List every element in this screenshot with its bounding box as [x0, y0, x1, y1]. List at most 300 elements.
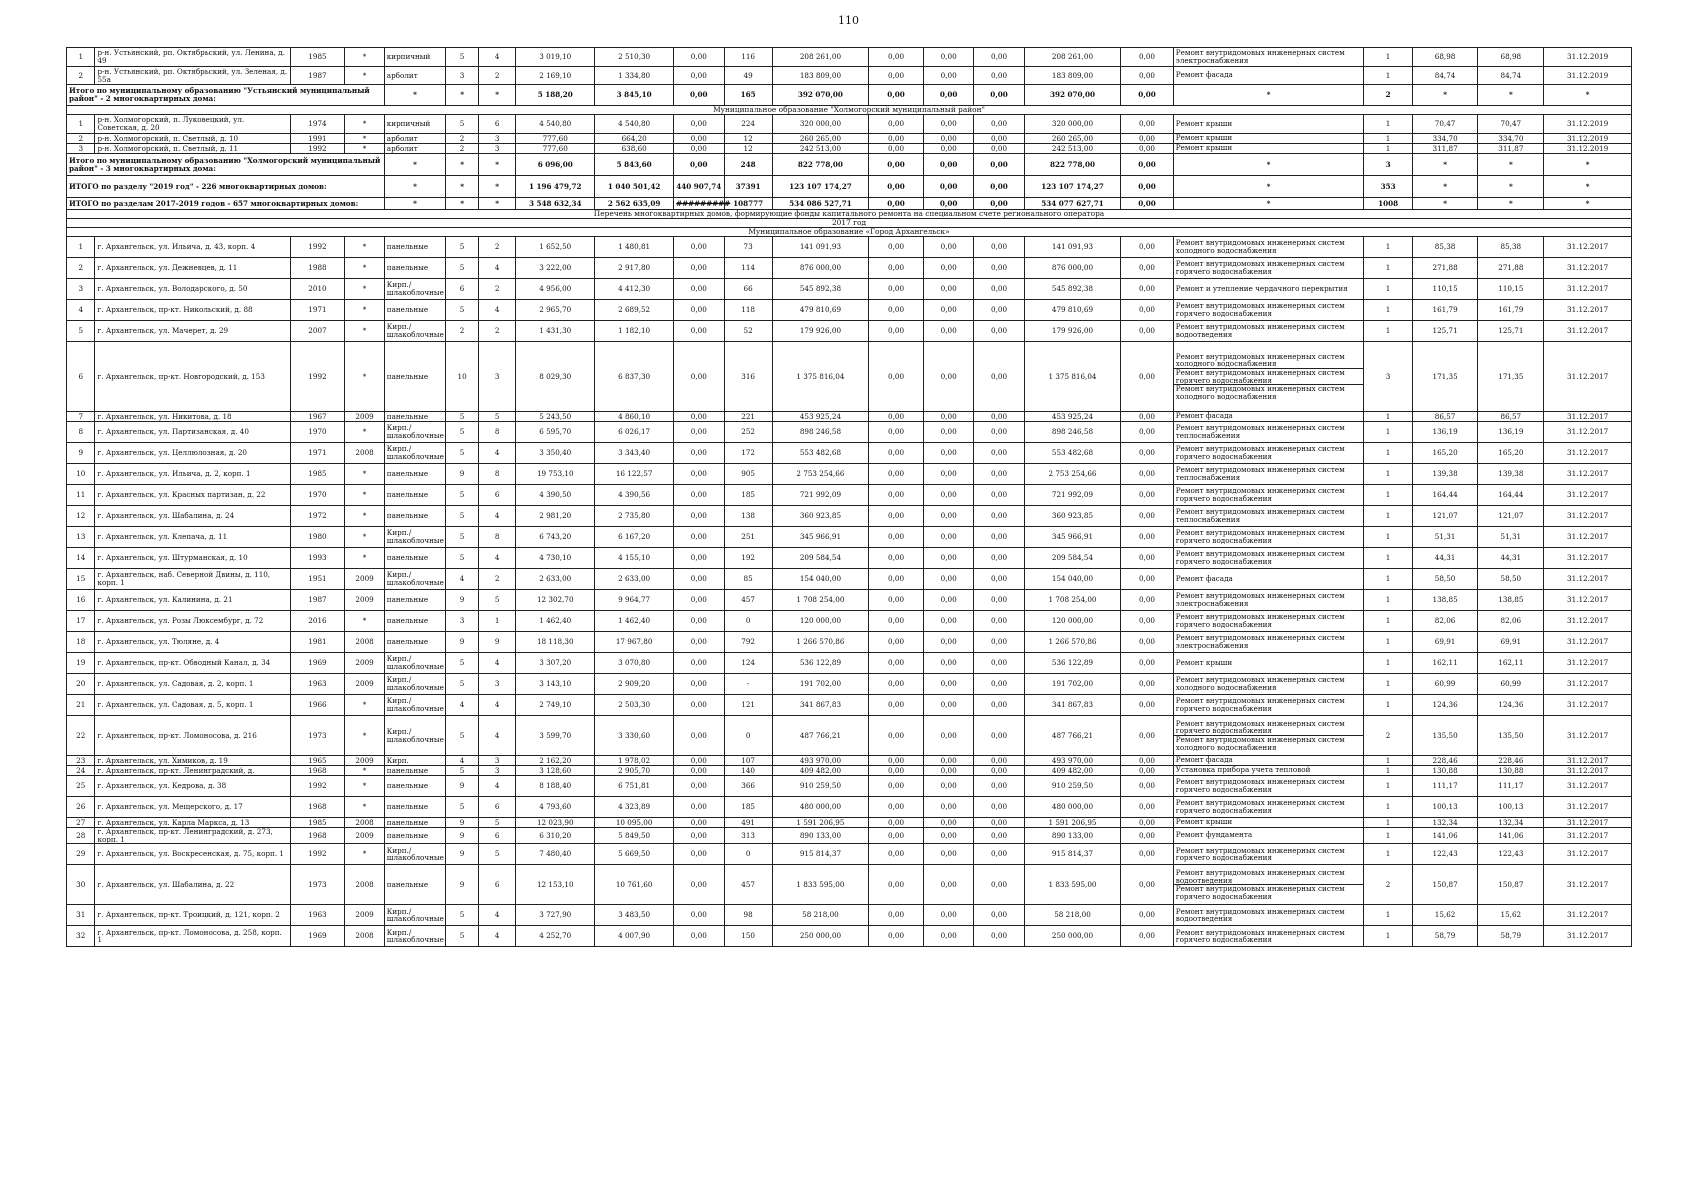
table-row — [67, 865, 1632, 905]
table-row — [67, 926, 1632, 947]
floors-cell: 5 — [446, 527, 479, 548]
work-count-cell: 1 — [1364, 776, 1412, 797]
wall-material-cell: панельные — [384, 237, 445, 258]
total-star: * — [1173, 176, 1364, 198]
total-area-cell: 6 743,20 — [516, 527, 595, 548]
total-star: * — [1412, 154, 1478, 176]
unit-cost-limit-cell: 85,38 — [1478, 237, 1544, 258]
table-row — [67, 67, 1632, 85]
cost-other-cell: 0,00 — [1121, 85, 1174, 106]
living-area-cell: 10 095,00 — [595, 818, 674, 828]
wall-material-cell: Кирп./ шлакоблочные — [384, 674, 445, 695]
year-built-cell: 1987 — [290, 590, 345, 611]
cost-total-cell: 242 513,00 — [772, 144, 868, 154]
entrances-cell: 4 — [479, 716, 516, 756]
year-built-cell: 1963 — [290, 905, 345, 926]
work-type: Ремонт внутридомовых инженерных систем водоотведения — [1174, 869, 1364, 885]
cost-local-cell: 0,00 — [974, 865, 1024, 905]
floors-cell: 2 — [446, 321, 479, 342]
cost-local-cell: 0,00 — [974, 632, 1024, 653]
address-cell: г. Архангельск, ул. Карла Маркса, д. 13 — [95, 818, 290, 828]
cost-other-cell: 0,00 — [1121, 321, 1174, 342]
residents-cell: 313 — [724, 828, 772, 844]
area-other-cell: 0,00 — [674, 154, 724, 176]
cost-other-cell: 0,00 — [1121, 844, 1174, 865]
year-renovated-cell: * — [345, 115, 384, 134]
unit-cost-limit-cell: 164,44 — [1478, 485, 1544, 506]
cost-total-cell: 493 970,00 — [772, 756, 868, 766]
cost-federal-cell: 0,00 — [869, 412, 924, 422]
table-row — [67, 144, 1632, 154]
unit-cost-limit-cell: 69,91 — [1478, 632, 1544, 653]
cost-local-cell: 0,00 — [974, 653, 1024, 674]
section-holmogory — [67, 106, 1632, 115]
work-type-cell — [1173, 844, 1364, 865]
year-renovated-cell: 2009 — [345, 905, 384, 926]
residents-cell: 0 — [724, 716, 772, 756]
year-renovated-cell: * — [345, 716, 384, 756]
table-row — [67, 766, 1632, 776]
unit-cost-cell: 139,38 — [1412, 464, 1478, 485]
year-built-cell: 1974 — [290, 115, 345, 134]
total-star: * — [446, 154, 479, 176]
work-type-cell — [1173, 632, 1364, 653]
cost-owners-cell: 120 000,00 — [1024, 611, 1120, 632]
residents-cell: 118 — [724, 300, 772, 321]
cost-other-cell: 0,00 — [1121, 342, 1174, 412]
wall-material-cell: кирпичный — [384, 115, 445, 134]
wall-material-cell: панельные — [384, 865, 445, 905]
cost-owners-cell: 1 375 816,04 — [1024, 342, 1120, 412]
work-count-cell: 2 — [1364, 85, 1412, 106]
year-built-cell: 1988 — [290, 258, 345, 279]
year-built-cell: 1968 — [290, 797, 345, 818]
unit-cost-limit-cell: 58,79 — [1478, 926, 1544, 947]
deadline-cell: 31.12.2017 — [1544, 611, 1632, 632]
total-area-cell: 1 462,40 — [516, 611, 595, 632]
work-type: Ремонт крыши — [1175, 143, 1233, 152]
area-other-cell: 0,00 — [674, 48, 724, 67]
floors-cell: 9 — [446, 844, 479, 865]
cost-owners-cell: 898 246,58 — [1024, 422, 1120, 443]
work-type: Ремонт внутридомовых инженерных систем горячего водоснабжения — [1175, 798, 1345, 815]
unit-cost-cell: 70,47 — [1412, 115, 1478, 134]
cost-other-cell: 0,00 — [1121, 527, 1174, 548]
row-number: 5 — [67, 321, 95, 342]
total-area-cell: 4 956,00 — [516, 279, 595, 300]
area-other-cell: 0,00 — [674, 611, 724, 632]
table-row — [67, 412, 1632, 422]
cost-local-cell: 0,00 — [974, 176, 1024, 198]
floors-cell: 9 — [446, 828, 479, 844]
total-star: * — [479, 85, 516, 106]
cost-regional-cell: 0,00 — [923, 321, 973, 342]
total-area-cell: 5 188,20 — [516, 85, 595, 106]
residents-cell: 124 — [724, 653, 772, 674]
floors-cell: 5 — [446, 797, 479, 818]
total-area-cell: 8 029,30 — [516, 342, 595, 412]
deadline-cell: 31.12.2017 — [1544, 422, 1632, 443]
residents-cell: 165 — [724, 85, 772, 106]
cost-regional-cell: 0,00 — [923, 653, 973, 674]
year-built-cell: 1967 — [290, 412, 345, 422]
cost-regional-cell: 0,00 — [923, 85, 973, 106]
unit-cost-cell: 68,98 — [1412, 48, 1478, 67]
unit-cost-cell: 15,62 — [1412, 905, 1478, 926]
year-renovated-cell: 2009 — [345, 590, 384, 611]
unit-cost-limit-cell: 122,43 — [1478, 844, 1544, 865]
total-area-cell: 1 431,30 — [516, 321, 595, 342]
address-cell: г. Архангельск, ул. Ильича, д. 2, корп. 1 — [95, 464, 290, 485]
living-area-cell: 6 751,81 — [595, 776, 674, 797]
living-area-cell: 638,60 — [595, 144, 674, 154]
work-type-cell — [1173, 653, 1364, 674]
wall-material-cell: кирпичный — [384, 48, 445, 67]
wall-material-cell: панельные — [384, 412, 445, 422]
total-area-cell: 3 019,10 — [516, 48, 595, 67]
row-number: 1 — [67, 48, 95, 67]
total-star: * — [1478, 176, 1544, 198]
year-renovated-cell: * — [345, 844, 384, 865]
address-cell: г. Архангельск, ул. Штурманская, д. 10 — [95, 548, 290, 569]
work-type-cell — [1173, 412, 1364, 422]
area-other-cell: 440 907,74 — [674, 176, 724, 198]
living-area-cell: 6 167,20 — [595, 527, 674, 548]
deadline-cell: 31.12.2017 — [1544, 237, 1632, 258]
cost-owners-cell: 1 266 570,86 — [1024, 632, 1120, 653]
work-count-cell: 1 — [1364, 237, 1412, 258]
residents-cell: - — [724, 674, 772, 695]
cost-owners-cell: 2 753 254,66 — [1024, 464, 1120, 485]
work-type-cell — [1173, 48, 1364, 67]
total-area-cell: 3 143,10 — [516, 674, 595, 695]
cost-owners-cell: 910 259,50 — [1024, 776, 1120, 797]
address-cell: г. Архангельск, ул. Красных партизан, д. 22 — [95, 485, 290, 506]
table-row — [67, 464, 1632, 485]
year-built-cell: 1973 — [290, 865, 345, 905]
cost-other-cell: 0,00 — [1121, 716, 1174, 756]
work-type-cell — [1173, 506, 1364, 527]
year-built-cell: 1991 — [290, 134, 345, 144]
year-renovated-cell: * — [345, 695, 384, 716]
floors-cell: 5 — [446, 674, 479, 695]
cost-regional-cell: 0,00 — [923, 776, 973, 797]
year-renovated-cell: * — [345, 776, 384, 797]
entrances-cell: 4 — [479, 506, 516, 527]
entrances-cell: 4 — [479, 695, 516, 716]
year-built-cell: 1992 — [290, 144, 345, 154]
cost-regional-cell: 0,00 — [923, 905, 973, 926]
year-renovated-cell: 2009 — [345, 653, 384, 674]
total-star: * — [479, 154, 516, 176]
cost-other-cell: 0,00 — [1121, 279, 1174, 300]
cost-other-cell: 0,00 — [1121, 797, 1174, 818]
row-number: 18 — [67, 632, 95, 653]
deadline-cell: 31.12.2017 — [1544, 464, 1632, 485]
cost-total-cell: 154 040,00 — [772, 569, 868, 590]
row-number: 28 — [67, 828, 95, 844]
unit-cost-cell: 136,19 — [1412, 422, 1478, 443]
cost-federal-cell: 0,00 — [869, 716, 924, 756]
unit-cost-limit-cell: 51,31 — [1478, 527, 1544, 548]
total-area-cell: 777,60 — [516, 144, 595, 154]
total-area-cell: 8 188,40 — [516, 776, 595, 797]
cost-local-cell: 0,00 — [974, 321, 1024, 342]
deadline-cell: 31.12.2017 — [1544, 674, 1632, 695]
cost-local-cell: 0,00 — [974, 797, 1024, 818]
cost-regional-cell: 0,00 — [923, 198, 973, 210]
year-built-cell: 1992 — [290, 844, 345, 865]
table-row — [67, 611, 1632, 632]
address-cell: г. Архангельск, пр-кт. Ленинградский, д. 273, корп. 1 — [95, 828, 290, 844]
unit-cost-limit-cell: 132,34 — [1478, 818, 1544, 828]
living-area-cell: 6 837,30 — [595, 342, 674, 412]
entrances-cell: 8 — [479, 464, 516, 485]
cost-owners-cell: 345 966,91 — [1024, 527, 1120, 548]
work-count-cell: 1008 — [1364, 198, 1412, 210]
floors-cell: 4 — [446, 695, 479, 716]
row-number: 12 — [67, 506, 95, 527]
year-built-cell: 1972 — [290, 506, 345, 527]
cost-local-cell: 0,00 — [974, 695, 1024, 716]
residents-cell: 73 — [724, 237, 772, 258]
area-other-cell: 0,00 — [674, 716, 724, 756]
area-other-cell: 0,00 — [674, 632, 724, 653]
unit-cost-cell: 228,46 — [1412, 756, 1478, 766]
work-type: Установка прибора учета тепловой — [1175, 765, 1311, 774]
cost-federal-cell: 0,00 — [869, 198, 924, 210]
area-other-cell: 0,00 — [674, 797, 724, 818]
total-row — [67, 154, 1632, 176]
unit-cost-cell: 271,88 — [1412, 258, 1478, 279]
year-renovated-cell: * — [345, 422, 384, 443]
cost-local-cell: 0,00 — [974, 776, 1024, 797]
work-type-cell — [1173, 756, 1364, 766]
cost-owners-cell: 341 867,83 — [1024, 695, 1120, 716]
cost-federal-cell: 0,00 — [869, 115, 924, 134]
work-type-cell — [1173, 144, 1364, 154]
total-star: * — [1544, 154, 1632, 176]
entrances-cell: 2 — [479, 569, 516, 590]
work-count-cell: 1 — [1364, 134, 1412, 144]
cost-owners-cell: 392 070,00 — [1024, 85, 1120, 106]
total-star: * — [1412, 176, 1478, 198]
total-area-cell: 2 965,70 — [516, 300, 595, 321]
work-type-cell — [1173, 766, 1364, 776]
unit-cost-limit-cell: 228,46 — [1478, 756, 1544, 766]
cost-total-cell: 392 070,00 — [772, 85, 868, 106]
floors-cell: 4 — [446, 569, 479, 590]
residents-cell: 114 — [724, 258, 772, 279]
section-list-text: Перечень многоквартирных домов, формирующие фонды капитального ремонта на специальном счете регионального оператора — [67, 210, 1632, 219]
wall-material-cell: панельные — [384, 485, 445, 506]
work-type: Ремонт внутридомовых инженерных систем холодного водоснабжения — [1175, 238, 1345, 255]
total-star: * — [1173, 198, 1364, 210]
cost-regional-cell: 0,00 — [923, 818, 973, 828]
cost-owners-cell: 154 040,00 — [1024, 569, 1120, 590]
address-cell: р-н. Устьянский, рп. Октябрьский, ул. Ленина, д. 49 — [95, 48, 290, 67]
work-count-cell: 1 — [1364, 797, 1412, 818]
area-other-cell: 0,00 — [674, 115, 724, 134]
cost-owners-cell: 242 513,00 — [1024, 144, 1120, 154]
year-renovated-cell: * — [345, 144, 384, 154]
work-count-cell: 3 — [1364, 154, 1412, 176]
deadline-cell: 31.12.2017 — [1544, 590, 1632, 611]
wall-material-cell: панельные — [384, 776, 445, 797]
cost-local-cell: 0,00 — [974, 464, 1024, 485]
living-area-cell: 2 905,70 — [595, 766, 674, 776]
address-cell: г. Архангельск, ул. Мачерет, д. 29 — [95, 321, 290, 342]
living-area-cell: 4 007,90 — [595, 926, 674, 947]
cost-other-cell: 0,00 — [1121, 695, 1174, 716]
cost-owners-cell: 208 261,00 — [1024, 48, 1120, 67]
work-type-cell — [1173, 590, 1364, 611]
unit-cost-cell: 161,79 — [1412, 300, 1478, 321]
total-area-cell: 3 307,20 — [516, 653, 595, 674]
living-area-cell: 3 845,10 — [595, 85, 674, 106]
work-count-cell: 1 — [1364, 590, 1412, 611]
year-built-cell: 1987 — [290, 67, 345, 85]
cost-total-cell: 910 259,50 — [772, 776, 868, 797]
section-year-text: 2017 год — [67, 219, 1632, 228]
cost-regional-cell: 0,00 — [923, 115, 973, 134]
work-count-cell: 2 — [1364, 865, 1412, 905]
cost-federal-cell: 0,00 — [869, 695, 924, 716]
cost-owners-cell: 1 591 206,95 — [1024, 818, 1120, 828]
cost-federal-cell: 0,00 — [869, 865, 924, 905]
cost-federal-cell: 0,00 — [869, 527, 924, 548]
unit-cost-cell: 110,15 — [1412, 279, 1478, 300]
work-type-cell — [1173, 300, 1364, 321]
wall-material-cell: панельные — [384, 464, 445, 485]
floors-cell: 5 — [446, 716, 479, 756]
entrances-cell: 6 — [479, 485, 516, 506]
table-row — [67, 443, 1632, 464]
cost-local-cell: 0,00 — [974, 926, 1024, 947]
total-area-cell: 4 390,50 — [516, 485, 595, 506]
year-renovated-cell: 2008 — [345, 818, 384, 828]
cost-owners-cell: 480 000,00 — [1024, 797, 1120, 818]
unit-cost-limit-cell: 139,38 — [1478, 464, 1544, 485]
work-count-cell: 1 — [1364, 905, 1412, 926]
cost-other-cell: 0,00 — [1121, 422, 1174, 443]
cost-other-cell: 0,00 — [1121, 905, 1174, 926]
total-star: * — [384, 176, 445, 198]
cost-local-cell: 0,00 — [974, 818, 1024, 828]
table-row — [67, 134, 1632, 144]
residents-cell: 12 — [724, 144, 772, 154]
wall-material-cell: панельные — [384, 342, 445, 412]
wall-material-cell: Кирп./ шлакоблочные — [384, 716, 445, 756]
work-type: Ремонт и утепление чердачного перекрытия — [1175, 283, 1348, 293]
residents-cell: 138 — [724, 506, 772, 527]
living-area-cell: 5 669,50 — [595, 844, 674, 865]
residents-cell: 252 — [724, 422, 772, 443]
cost-owners-cell: 890 133,00 — [1024, 828, 1120, 844]
year-renovated-cell: 2008 — [345, 443, 384, 464]
address-cell: г. Архангельск, пр-кт. Ленинградский, д. — [95, 766, 290, 776]
cost-other-cell: 0,00 — [1121, 115, 1174, 134]
unit-cost-limit-cell: 135,50 — [1478, 716, 1544, 756]
wall-material-cell: арболит — [384, 67, 445, 85]
residents-cell: 792 — [724, 632, 772, 653]
cost-local-cell: 0,00 — [974, 590, 1024, 611]
residents-cell: 121 — [724, 695, 772, 716]
cost-regional-cell: 0,00 — [923, 176, 973, 198]
total-area-cell: 3 128,60 — [516, 766, 595, 776]
cost-regional-cell: 0,00 — [923, 48, 973, 67]
living-area-cell: 3 343,40 — [595, 443, 674, 464]
cost-federal-cell: 0,00 — [869, 611, 924, 632]
year-renovated-cell: * — [345, 548, 384, 569]
cost-local-cell: 0,00 — [974, 527, 1024, 548]
cost-other-cell: 0,00 — [1121, 464, 1174, 485]
work-count-cell: 1 — [1364, 485, 1412, 506]
cost-federal-cell: 0,00 — [869, 48, 924, 67]
work-type: Ремонт внутридомовых инженерных систем водоотведения — [1175, 322, 1345, 339]
cost-total-cell: 141 091,93 — [772, 237, 868, 258]
cost-federal-cell: 0,00 — [869, 85, 924, 106]
work-count-cell: 1 — [1364, 300, 1412, 321]
address-cell: г. Архангельск, наб. Северной Двины, д. 110, корп. 1 — [95, 569, 290, 590]
work-type: Ремонт крыши — [1175, 133, 1233, 142]
work-type-cell — [1173, 695, 1364, 716]
residents-cell: 185 — [724, 485, 772, 506]
work-type-cell — [1173, 818, 1364, 828]
row-number: 13 — [67, 527, 95, 548]
work-count-cell: 1 — [1364, 464, 1412, 485]
work-type: Ремонт фасада — [1175, 573, 1233, 583]
row-number: 29 — [67, 844, 95, 865]
table-row — [67, 321, 1632, 342]
cost-federal-cell: 0,00 — [869, 506, 924, 527]
cost-federal-cell: 0,00 — [869, 279, 924, 300]
section-city — [67, 228, 1632, 237]
cost-regional-cell: 0,00 — [923, 756, 973, 766]
living-area-cell: 1 182,10 — [595, 321, 674, 342]
cost-total-cell: 536 122,89 — [772, 653, 868, 674]
entrances-cell: 4 — [479, 776, 516, 797]
cost-other-cell: 0,00 — [1121, 144, 1174, 154]
living-area-cell: 6 026,17 — [595, 422, 674, 443]
total-star: * — [1544, 85, 1632, 106]
year-built-cell: 1971 — [290, 443, 345, 464]
residents-cell: 12 — [724, 134, 772, 144]
area-other-cell: 0,00 — [674, 134, 724, 144]
work-type: Ремонт внутридомовых инженерных систем горячего водоснабжения — [1175, 612, 1345, 629]
work-type: Ремонт внутридомовых инженерных систем горячего водоснабжения — [1175, 696, 1345, 713]
cost-local-cell: 0,00 — [974, 548, 1024, 569]
deadline-cell: 31.12.2017 — [1544, 485, 1632, 506]
total-star: * — [384, 85, 445, 106]
table-row — [67, 279, 1632, 300]
work-type-cell — [1173, 443, 1364, 464]
unit-cost-limit-cell: 171,35 — [1478, 342, 1544, 412]
year-renovated-cell: 2008 — [345, 632, 384, 653]
living-area-cell: 4 540,80 — [595, 115, 674, 134]
cost-local-cell: 0,00 — [974, 674, 1024, 695]
total-star: * — [1478, 85, 1544, 106]
total-area-cell: 3 350,40 — [516, 443, 595, 464]
floors-cell: 5 — [446, 422, 479, 443]
residents-cell: 37391 — [724, 176, 772, 198]
residents-cell: 366 — [724, 776, 772, 797]
unit-cost-limit-cell: 110,15 — [1478, 279, 1544, 300]
residents-cell: 98 — [724, 905, 772, 926]
address-cell: г. Архангельск, пр-кт. Новгородский, д. 153 — [95, 342, 290, 412]
living-area-cell: 10 761,60 — [595, 865, 674, 905]
cost-regional-cell: 0,00 — [923, 797, 973, 818]
